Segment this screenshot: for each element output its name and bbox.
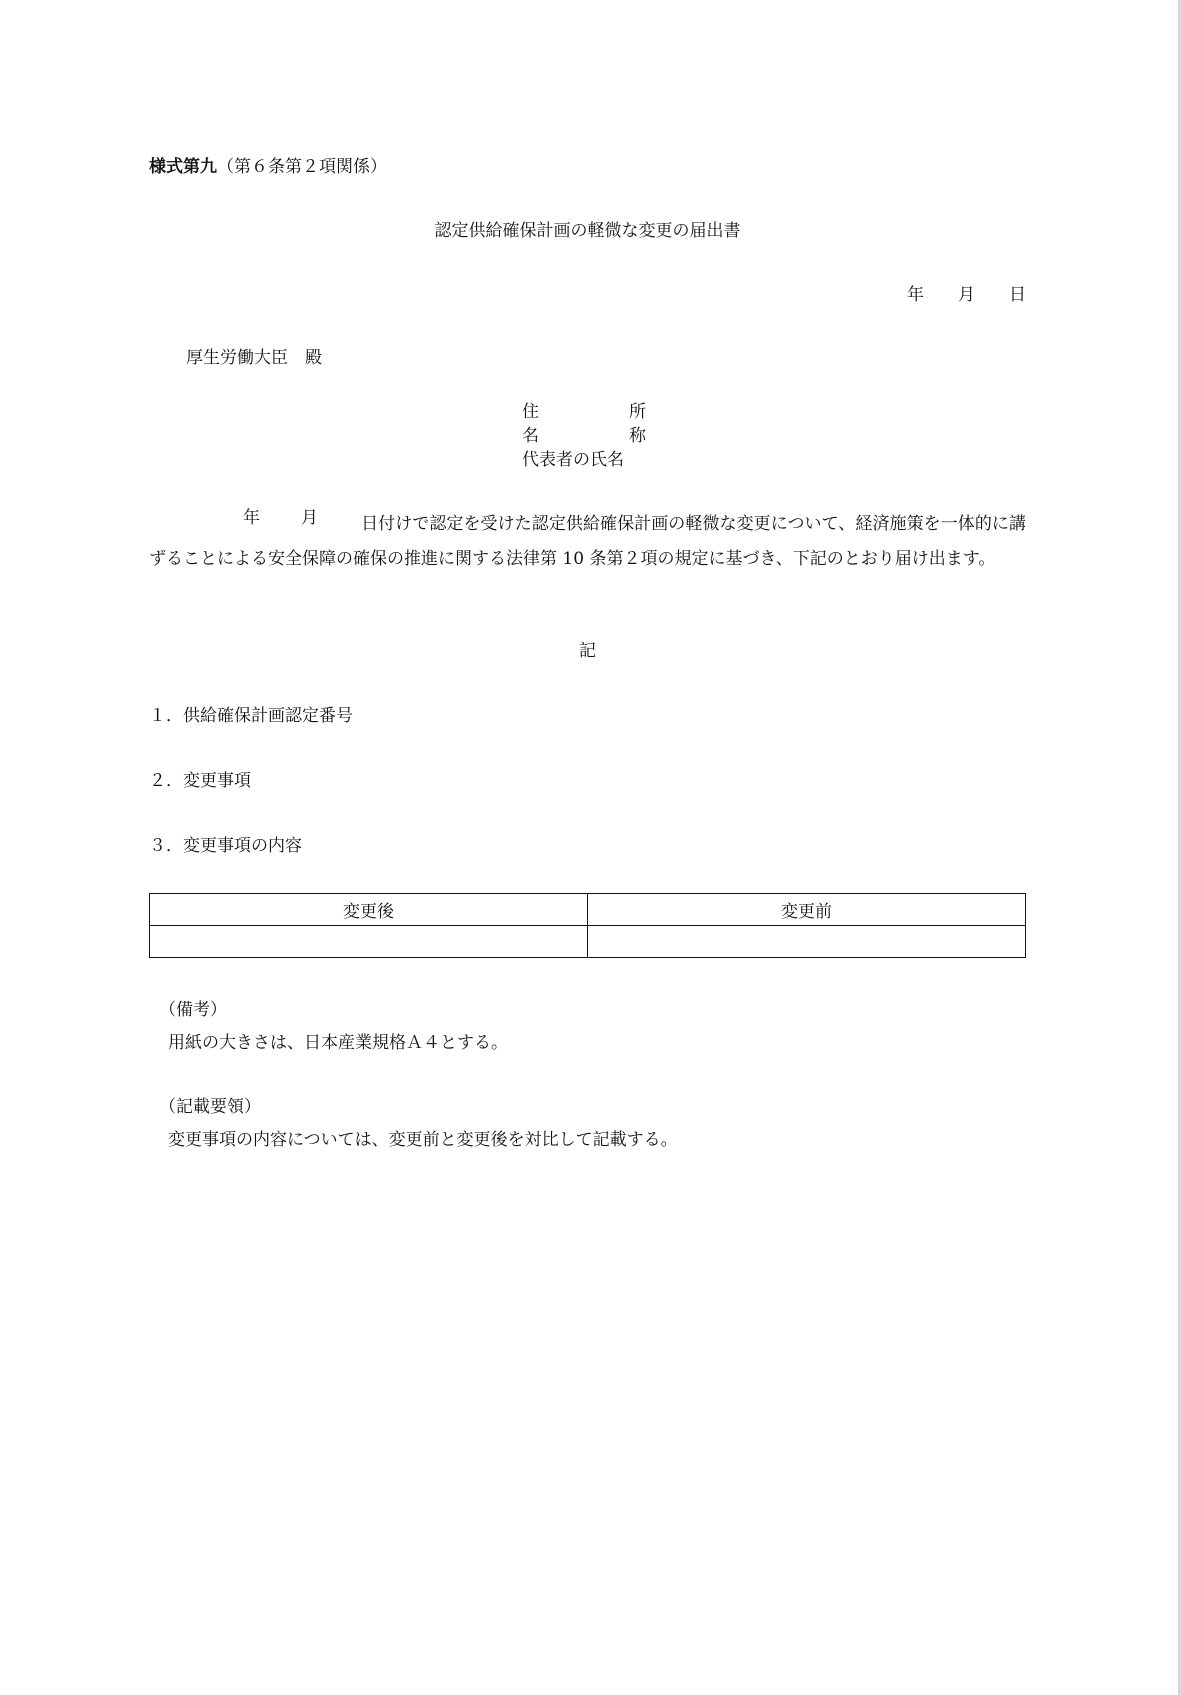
body-date-year: 年 bbox=[243, 508, 260, 528]
applicant-address bbox=[522, 402, 646, 426]
date-day: 日 bbox=[1009, 285, 1026, 305]
table-header-row bbox=[150, 894, 1026, 926]
form-label bbox=[149, 157, 387, 177]
header-before: 変更前 bbox=[588, 894, 1026, 926]
date-month: 月 bbox=[958, 285, 975, 305]
addressee: 厚生労働大臣 殿 bbox=[186, 348, 322, 368]
instructions-text: 変更事項の内容については、変更前と変更後を対比して記載する。 bbox=[168, 1130, 678, 1150]
table-row bbox=[150, 926, 1026, 958]
list-item: ２．変更事項 bbox=[149, 771, 251, 791]
address-char-1: 住 bbox=[522, 402, 539, 422]
list-item: ３．変更事項の内容 bbox=[149, 836, 302, 856]
document-title: 認定供給確保計画の軽微な変更の届出書 bbox=[434, 221, 741, 241]
applicant-block bbox=[522, 402, 652, 474]
body-text: 日付けで認定を受けた認定供給確保計画の軽微な変更について、経済施策を一体的に講ずることによる安全保障の確保の推進に関する法律第 10 条第２項の規定に基づき、下記のとおり届け出ます。 bbox=[149, 514, 1026, 569]
remarks-text: 用紙の大きさは、日本産業規格Ａ４とする。 bbox=[168, 1033, 508, 1053]
header-after: 変更後 bbox=[150, 894, 588, 926]
remarks-heading: （備考） bbox=[159, 1000, 227, 1020]
instructions-heading: （記載要領） bbox=[159, 1097, 261, 1117]
body-paragraph bbox=[149, 507, 1026, 577]
name-char-2: 称 bbox=[629, 426, 646, 446]
document-page bbox=[149, 152, 1026, 1152]
date-year: 年 bbox=[907, 285, 924, 305]
cell-before[interactable] bbox=[588, 926, 1026, 958]
form-label-reference: （第６条第２項関係） bbox=[217, 157, 387, 177]
applicant-name bbox=[522, 426, 646, 450]
cell-after[interactable] bbox=[150, 926, 588, 958]
applicant-representative: 代表者の氏名 bbox=[522, 450, 624, 470]
address-char-2: 所 bbox=[629, 402, 646, 422]
name-char-1: 名 bbox=[522, 426, 539, 446]
list-item: １．供給確保計画認定番号 bbox=[149, 706, 353, 726]
date-line bbox=[907, 285, 1026, 305]
body-date-month: 月 bbox=[301, 508, 318, 528]
form-label-number: 様式第九 bbox=[149, 157, 217, 177]
ki-heading: 記 bbox=[579, 641, 596, 661]
changes-table bbox=[149, 893, 1026, 958]
